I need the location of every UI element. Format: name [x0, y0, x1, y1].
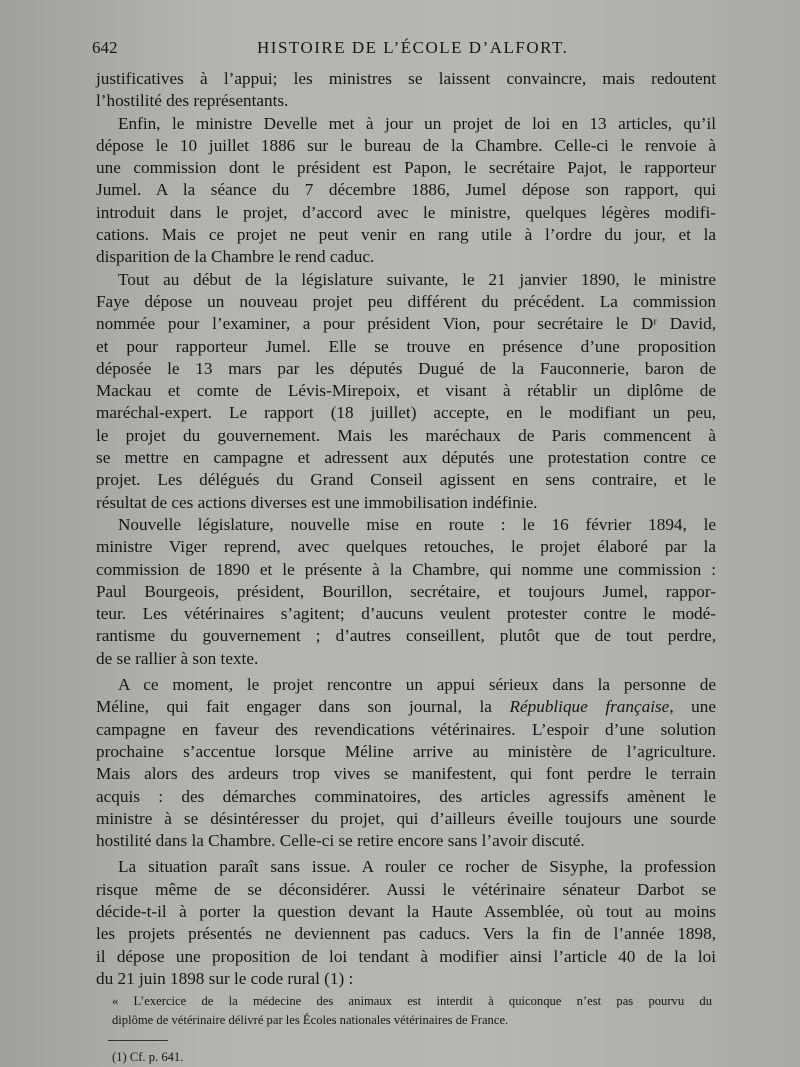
- text-line: Mackau et comte de Lévis-Mirepoix, et visant à rétablir un diplôme de: [96, 381, 716, 401]
- text-line: de se rallier à son texte.: [96, 648, 259, 668]
- text-line: il dépose une proposition de loi tendant à modifier ainsi l’article 40 de la loi: [96, 946, 716, 966]
- text-line: dépose le 10 juillet 1886 sur le bureau de la Chambre. Celle-ci le renvoie à: [96, 135, 716, 155]
- text-line: une commission dont le président est Papon, le secrétaire Pajot, le rapporteur: [96, 158, 716, 178]
- footnote: (1) Cf. p. 641.: [112, 1050, 184, 1064]
- text-line: Enfin, le ministre Develle met à jour un projet de loi en 13 articles, qu’il: [118, 113, 716, 133]
- text-line: projet. Les délégués du Grand Conseil agissent en sens contraire, et le: [96, 470, 716, 490]
- text-line: cations. Mais ce projet ne peut venir en rang utile à l’ordre du jour, et la: [96, 225, 716, 245]
- text-line: résultat de ces actions diverses est une immobilisation indéfinie.: [96, 492, 538, 512]
- text-line: Nouvelle législature, nouvelle mise en route : le 16 février 1894, le: [118, 514, 716, 534]
- text-line: décide-t-il à porter la question devant la Haute Assemblée, où tout au moins: [96, 901, 716, 921]
- text-line: ministre Viger reprend, avec quelques retouches, le projet élaboré par la: [96, 537, 716, 557]
- text-line: A ce moment, le projet rencontre un appui sérieux dans la personne de: [118, 675, 716, 695]
- text-line: nommée pour l’examiner, a pour président Vion, pour secrétaire le Dʳ David,: [96, 314, 716, 334]
- text-line: rantisme du gouvernement ; d’autres conseillent, plutôt que de tout perdre,: [96, 626, 716, 646]
- quoted-article: [112, 992, 712, 1030]
- text-line: Mais alors des ardeurs trop vives se manifestent, qui font perdre le terrain: [96, 764, 716, 784]
- running-title: HISTOIRE DE L’ÉCOLE D’ALFORT.: [257, 38, 569, 57]
- quote-line: « L’exercice de la médecine des animaux est interdit à quiconque n’est pas pourvu du: [112, 994, 712, 1008]
- text-line: disparition de la Chambre le rend caduc.: [96, 247, 375, 267]
- text-line: acquis : des démarches comminatoires, des articles agressifs amènent le: [96, 786, 716, 806]
- text-line: Paul Bourgeois, président, Bourillon, secrétaire, et toujours Jumel, rappor-: [96, 581, 716, 601]
- quote-line: diplôme de vétérinaire délivré par les Écoles nationales vétérinaires de France.: [112, 1013, 509, 1027]
- page-header: [92, 38, 800, 64]
- text-line: justificatives à l’appui; les ministres se laissent convaincre, mais redoutent: [96, 69, 716, 88]
- text-line: le projet du gouvernement. Mais les maréchaux de Paris commencent à: [96, 425, 716, 445]
- text-line: les projets présentés ne deviennent pas caducs. Vers la fin de l’année 1898,: [96, 924, 716, 944]
- text-line: hostilité dans la Chambre. Celle-ci se retire encore sans l’avoir discuté.: [96, 831, 585, 851]
- text-line: campagne en faveur des revendications vétérinaires. L’espoir d’une solution: [96, 719, 716, 739]
- text-line: Faye dépose un nouveau projet peu différent du précédent. La commission: [96, 291, 716, 311]
- text-line: commission de 1890 et le présente à la Chambre, qui nomme une commission :: [96, 559, 716, 579]
- text-line: teur. Les vétérinaires s’agitent; d’aucuns veulent protester contre le modé-: [96, 604, 716, 624]
- text-line: Jumel. A la séance du 7 décembre 1886, Jumel dépose son rapport, qui: [96, 180, 716, 200]
- text-line: se mettre en campagne et adressent aux députés une protestation contre ce: [96, 448, 716, 468]
- footnote-divider: [108, 1040, 168, 1041]
- text-line: ministre à se désintéresser du projet, qui d’ailleurs éveille toujours une sourde: [96, 808, 716, 828]
- text-line: prochaine s’accentue lorsque Méline arrive au ministère de l’agriculture.: [96, 741, 716, 761]
- text-line: du 21 juin 1898 sur le code rural (1) :: [96, 968, 354, 988]
- text-line: introduit dans le projet, d’accord avec le ministre, quelques légères modifi-: [96, 202, 716, 222]
- text-line: Méline, qui fait engager dans son journal, la République française, une: [96, 697, 716, 717]
- text-line: et pour rapporteur Jumel. Elle se trouve en présence d’une proposition: [96, 336, 716, 356]
- body-text: [96, 68, 716, 990]
- journal-title: République française: [509, 697, 670, 717]
- text-line: risque même de se déconsidérer. Aussi le vétérinaire sénateur Darbot se: [96, 879, 716, 899]
- text-line: Tout au début de la législature suivante, le 21 janvier 1890, le ministre: [118, 269, 716, 289]
- text-line: maréchal-expert. Le rapport (18 juillet) accepte, en le modifiant un peu,: [96, 403, 716, 423]
- text-line: l’hostilité des représentants.: [96, 91, 289, 111]
- page-number: 642: [92, 38, 118, 57]
- text-line: La situation paraît sans issue. A rouler ce rocher de Sisyphe, la profession: [118, 857, 716, 877]
- text-line: déposée le 13 mars par les députés Dugué de la Fauconnerie, baron de: [96, 358, 716, 378]
